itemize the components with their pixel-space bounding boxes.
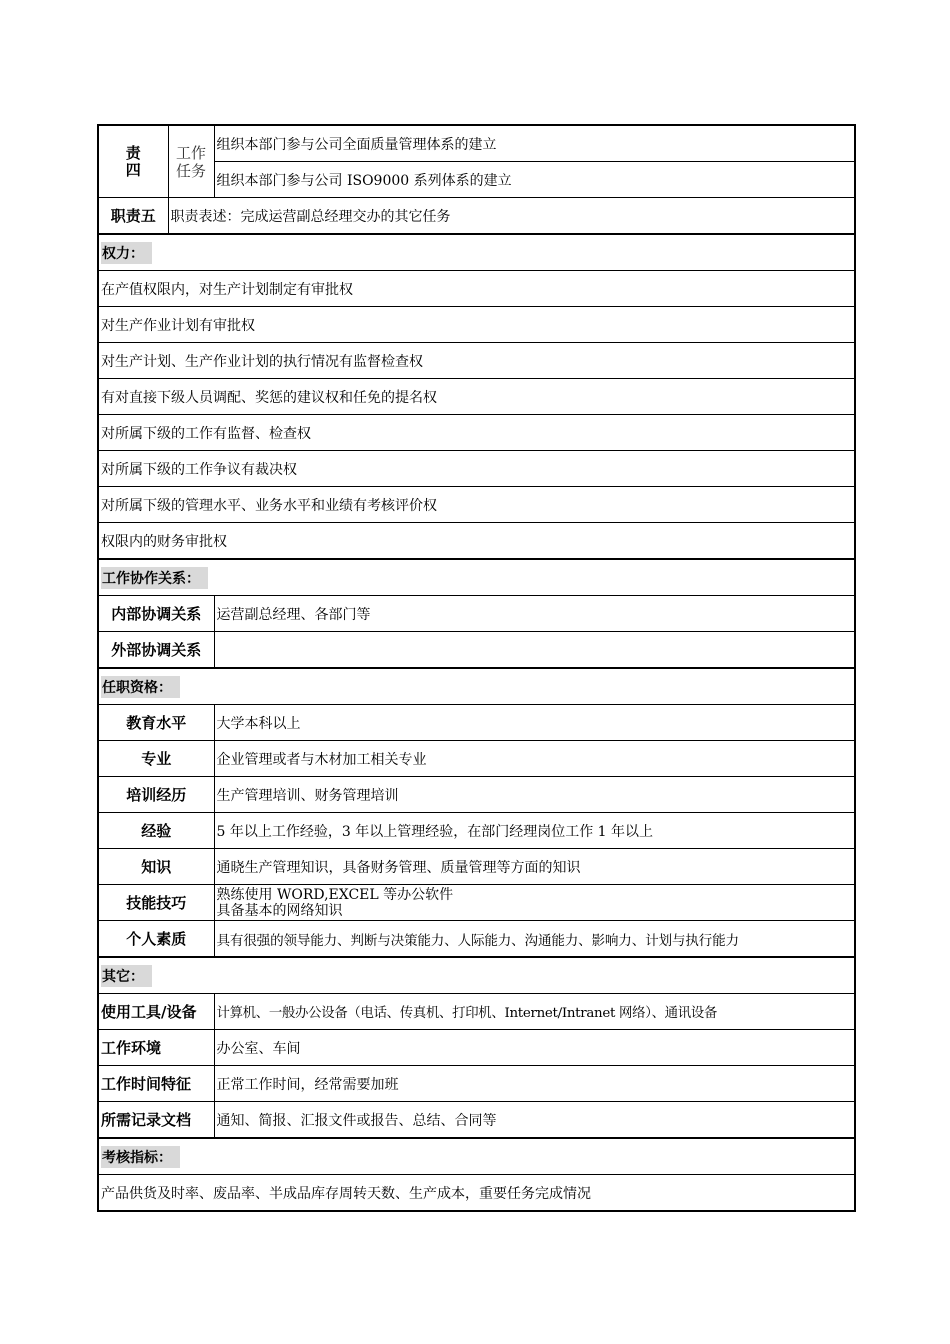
major-label: 专业 [98,741,214,777]
environment-label: 工作环境 [98,1030,214,1066]
authority-item [98,523,855,560]
skills-line-2: 具备基本的网络知识 [216,902,343,919]
tools-label: 使用工具/设备 [98,994,214,1030]
education-label: 教育水平 [98,705,214,741]
responsibility4-task-2: 组织本部门参与公司 ISO9000 系列体系的建立 [214,162,855,198]
skills-label: 技能技巧 [98,885,214,921]
qualification-row [98,813,855,849]
responsibility5-label: 职责五 [98,198,168,235]
assessment-heading: 考核指标： [101,1146,180,1168]
authority-item [98,451,855,487]
training-value: 生产管理培训、财务管理培训 [214,777,855,813]
records-label: 所需记录文档 [98,1102,214,1139]
personal-quality-value: 具有很强的领导能力、判断与决策能力、人际能力、沟通能力、影响力、计划与执行能力 [214,921,855,958]
responsibility4-task-1: 组织本部门参与公司全面质量管理体系的建立 [214,125,855,162]
authority-item-6: 对所属下级的工作争议有裁决权 [98,451,855,487]
qualification-row [98,741,855,777]
education-value: 大学本科以上 [214,705,855,741]
external-coordination-value [214,632,855,669]
authority-item [98,307,855,343]
knowledge-label: 知识 [98,849,214,885]
job-description-table-container [97,124,854,1212]
work-time-label: 工作时间特征 [98,1066,214,1102]
knowledge-value: 通晓生产管理知识，具备财务管理、质量管理等方面的知识 [214,849,855,885]
responsibility4-row-1 [98,125,855,162]
work-time-value: 正常工作时间，经常需要加班 [214,1066,855,1102]
skills-line-1: 熟练使用 WORD,EXCEL 等办公软件 [216,886,454,903]
experience-value: 5 年以上工作经验，3 年以上管理经验，在部门经理岗位工作 1 年以上 [214,813,855,849]
assessment-row [98,1175,855,1212]
authority-heading-row [98,234,855,271]
work-task-label-line1: 工作 [175,143,206,162]
authority-item-4: 有对直接下级人员调配、奖惩的建议权和任免的提名权 [98,379,855,415]
personal-quality-label: 个人素质 [98,921,214,958]
other-row [98,994,855,1030]
internal-coordination-label: 内部协调关系 [98,596,214,632]
external-coordination-label: 外部协调关系 [98,632,214,669]
responsibility5-row [98,198,855,235]
assessment-heading-row [98,1138,855,1175]
environment-value: 办公室、车间 [214,1030,855,1066]
authority-heading-cell [98,234,855,271]
experience-label: 经验 [98,813,214,849]
assessment-heading-cell [98,1138,855,1175]
qualifications-heading-cell [98,668,855,705]
qualification-row [98,885,855,921]
cooperation-heading-cell [98,559,855,596]
responsibility4-label [98,125,168,198]
responsibility5-text: 职责表述：完成运营副总经理交办的其它任务 [168,198,855,235]
records-value: 通知、简报、汇报文件或报告、总结、合同等 [214,1102,855,1139]
authority-item-1: 在产值权限内，对生产计划制定有审批权 [98,271,855,307]
qualification-row [98,777,855,813]
other-row [98,1102,855,1139]
authority-item-2: 对生产作业计划有审批权 [98,307,855,343]
internal-coordination-row [98,596,855,632]
responsibility4-label-line2: 四 [125,160,141,179]
qualifications-heading: 任职资格： [101,676,180,698]
authority-item [98,271,855,307]
cooperation-heading-row [98,559,855,596]
skills-value [214,885,855,921]
authority-item [98,379,855,415]
internal-coordination-value: 运营副总经理、各部门等 [214,596,855,632]
cooperation-heading: 工作协作关系： [101,567,208,589]
external-coordination-row [98,632,855,669]
authority-item-8: 权限内的财务审批权 [98,523,855,560]
authority-item-3: 对生产计划、生产作业计划的执行情况有监督检查权 [98,343,855,379]
qualification-row [98,921,855,958]
authority-item-7: 对所属下级的管理水平、业务水平和业绩有考核评价权 [98,487,855,523]
other-row [98,1066,855,1102]
other-heading-cell [98,957,855,994]
qualification-row [98,849,855,885]
major-value: 企业管理或者与木材加工相关专业 [214,741,855,777]
other-heading-row [98,957,855,994]
authority-heading: 权力： [101,242,152,264]
work-task-label-line2: 任务 [175,161,206,180]
job-description-table [97,124,856,1212]
tools-value: 计算机、一般办公设备（电话、传真机、打印机、Internet/Intranet 网络）、通讯设备 [214,994,855,1030]
work-task-label [168,125,214,198]
other-row [98,1030,855,1066]
authority-item [98,343,855,379]
authority-item-5: 对所属下级的工作有监督、检查权 [98,415,855,451]
authority-item [98,415,855,451]
assessment-text: 产品供货及时率、废品率、半成品库存周转天数、生产成本，重要任务完成情况 [98,1175,855,1212]
responsibility4-label-line1: 责 [125,143,141,162]
training-label: 培训经历 [98,777,214,813]
qualifications-heading-row [98,668,855,705]
qualification-row [98,705,855,741]
other-heading: 其它： [101,965,152,987]
authority-item [98,487,855,523]
